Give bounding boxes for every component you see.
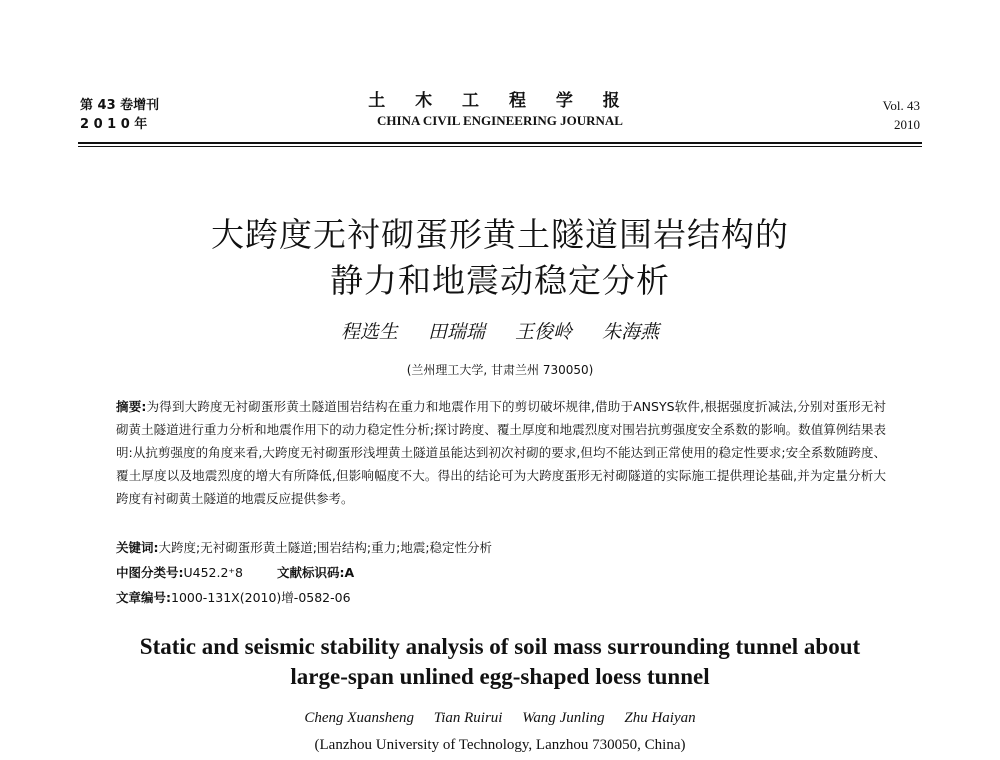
abstract-text: 为得到大跨度无衬砌蛋形黄土隧道围岩结构在重力和地震作用下的剪切破坏规律,借助于ANSYS软件,根据强度折减法,分别对蛋形无衬砌黄土隧道进行重力分析和地震作用下的动力稳定性分析;探讨跨度、覆土厚度和地震烈度对围岩抗剪强度安全系数的影响。数值算例结果表明:从抗剪强度的角度来看,大跨度无衬砌蛋形浅埋黄土隧道虽能达到初次衬砌的要求,但均不能达到正常使用的稳定性要求;安全系数随跨度、覆土厚度以及地震烈度的增大有所降低,但影响幅度不大。得出的结论可为大跨度蛋形无衬砌隧道的实际施工提供理论基础,并为定量分析大跨度有衬砌黄土隧道的地震反应提供参考。 [116,399,886,506]
author-cn: 朱海燕 [602,321,660,343]
volume-en: Vol. 43 [882,98,920,113]
header-rule-thin [78,146,922,147]
author-en: Zhu Haiyan [624,710,696,726]
doc-code-value: A [344,565,355,580]
volume-cn: 第 43 卷增刊 [80,98,160,113]
year-en: 2010 [894,117,920,132]
title-cn-line1: 大跨度无衬砌蛋形黄土隧道围岩结构的 [211,215,789,254]
author-cn: 程选生 [340,321,398,343]
abstract [116,395,886,510]
title-en-line2: large-span unlined egg-shaped loess tunnel [290,664,710,689]
keywords-label: 关键词: [116,540,159,555]
keywords-text: 大跨度;无衬砌蛋形黄土隧道;围岩结构;重力;地震;稳定性分析 [158,540,493,555]
classification-label: 中图分类号: [116,565,184,580]
article-number-value: 1000-131X(2010)增-0582-06 [171,590,351,605]
article-number [116,588,351,606]
classification-value: U452.2⁺8 [183,565,243,580]
author-cn: 田瑞瑞 [427,321,485,343]
title-en [0,632,1000,692]
author-en: Cheng Xuansheng [304,710,414,726]
header-right [883,96,920,134]
journal-title-en: CHINA CIVIL ENGINEERING JOURNAL [377,113,623,128]
author-en: Wang Junling [522,710,605,726]
header-rule-thick [78,142,922,144]
article-number-label: 文章编号: [116,590,171,605]
authors-en [0,710,1000,727]
title-en-line1: Static and seismic stability analysis of soil mass surrounding tunnel about [139,634,861,659]
affiliation-cn: (兰州理工大学, 甘肃兰州 730050) [406,363,594,377]
keywords [116,538,492,556]
authors-cn [0,317,1000,344]
classification [116,563,354,581]
year-cn: 2 0 1 0 年 [80,117,148,132]
header-center [0,92,1000,130]
author-cn: 王俊岭 [515,321,573,343]
abstract-label: 摘要: [116,399,147,414]
author-en: Tian Ruirui [433,710,503,726]
affiliation-en: (Lanzhou University of Technology, Lanzhou 730050, China) [314,737,686,753]
title-cn-line2: 静力和地震动稳定分析 [330,261,670,300]
doc-code-label: 文献标识码: [277,565,345,580]
title-cn [0,212,1000,304]
journal-title-cn: 土 木 工 程 学 报 [368,91,632,111]
